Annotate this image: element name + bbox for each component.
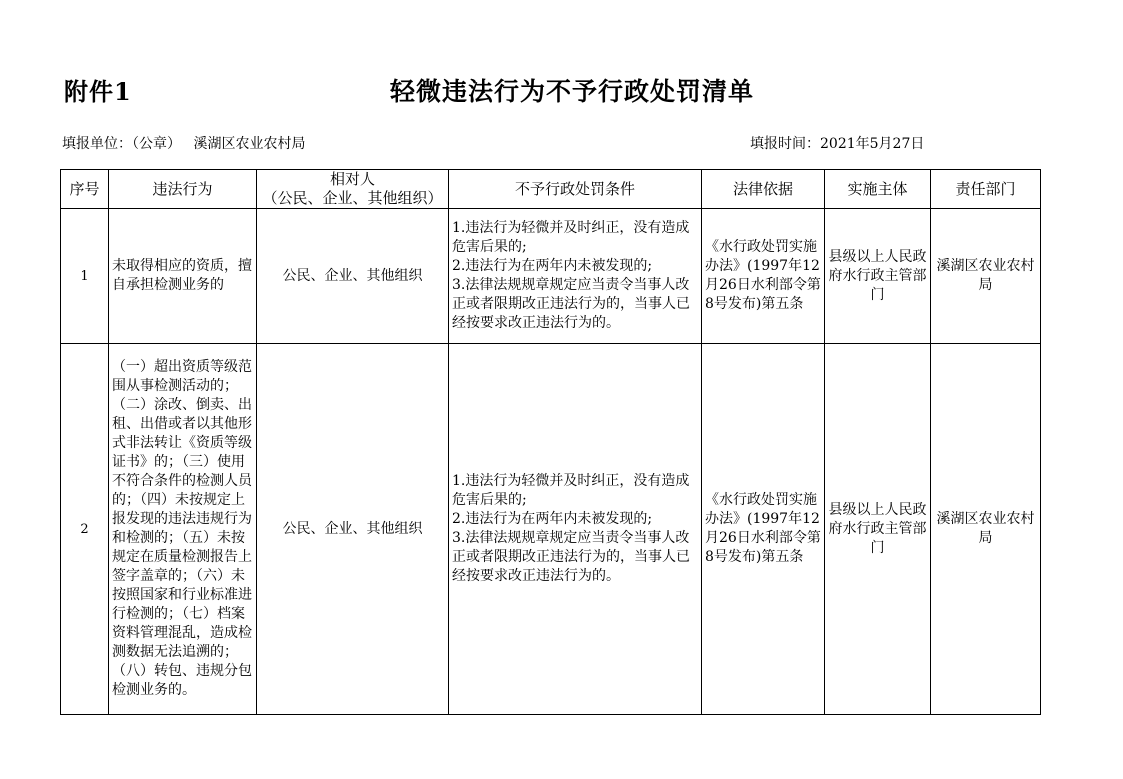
reporting-date: 填报时间：2021年5月27日	[750, 136, 925, 152]
table-header-row	[61, 170, 1041, 209]
header-party-line1: 相对人	[329, 170, 375, 188]
header-conditions: 不予行政处罚条件	[449, 170, 702, 209]
cell-legal-basis: 《水行政处罚实施办法》(1997年12月26日水利部令第8号发布)第五条	[702, 209, 825, 344]
condition-item: 2.违法行为在两年内未被发现的;	[452, 511, 653, 527]
header-party-line2: （公民、企业、其他组织）	[262, 189, 443, 207]
cell-violation: （一）超出资质等级范围从事检测活动的；（二）涂改、倒卖、出租、出借或者以其他形式非法转让《资质等级证书》的；（三）使用不符合条件的检测人员的；（四）未按规定上报发现的违法违规行为和检测的；（五）未按规定在质量检测报告上签字盖章的；（六）未按照国家和行业标准进行检测的；（七）档案资料管理混乱，造成检测数据无法追溯的；（八）转包、违规分包检测业务的。	[109, 344, 257, 715]
cell-legal-basis: 《水行政处罚实施办法》(1997年12月26日水利部令第8号发布)第五条	[702, 344, 825, 715]
condition-item: 2.违法行为在两年内未被发现的;	[452, 258, 653, 274]
table-row	[61, 209, 1041, 344]
header-violation: 违法行为	[109, 170, 257, 209]
cell-party: 公民、企业、其他组织	[257, 344, 449, 715]
header-seq: 序号	[61, 170, 109, 209]
reporting-unit-name: 溪湖区农业农村局	[193, 136, 306, 152]
annex-label: 附件1	[64, 77, 132, 106]
condition-item: 1.违法行为轻微并及时纠正，没有造成危害后果的;	[452, 473, 690, 508]
cell-implementer: 县级以上人民政府水行政主管部门	[825, 209, 931, 344]
cell-violation: 未取得相应的资质，擅自承担检测业务的	[109, 209, 257, 344]
reporting-unit	[62, 133, 313, 153]
condition-item: 3.法律法规规章规定应当责令当事人改正或者限期改正违法行为的，当事人已经按要求改正违法行为的。	[452, 277, 690, 331]
condition-item: 1.违法行为轻微并及时纠正，没有造成危害后果的;	[452, 220, 690, 255]
reporting-unit-label: 填报单位：（公章）	[62, 136, 181, 152]
cell-seq: 2	[61, 344, 109, 715]
cell-conditions	[449, 209, 702, 344]
penalty-exemption-table	[60, 169, 1041, 715]
cell-implementer: 县级以上人民政府水行政主管部门	[825, 344, 931, 715]
cell-department: 溪湖区农业农村局	[931, 344, 1041, 715]
document-title: 轻微违法行为不予行政处罚清单	[390, 77, 755, 106]
header-department: 责任部门	[931, 170, 1041, 209]
cell-seq: 1	[61, 209, 109, 344]
header-implementer: 实施主体	[825, 170, 931, 209]
header-party	[257, 170, 449, 209]
cell-party: 公民、企业、其他组织	[257, 209, 449, 344]
cell-department: 溪湖区农业农村局	[931, 209, 1041, 344]
condition-item: 3.法律法规规章规定应当责令当事人改正或者限期改正违法行为的，当事人已经按要求改正违法行为的。	[452, 530, 690, 584]
header-legal-basis: 法律依据	[702, 170, 825, 209]
cell-conditions	[449, 344, 702, 715]
table-row	[61, 344, 1041, 715]
